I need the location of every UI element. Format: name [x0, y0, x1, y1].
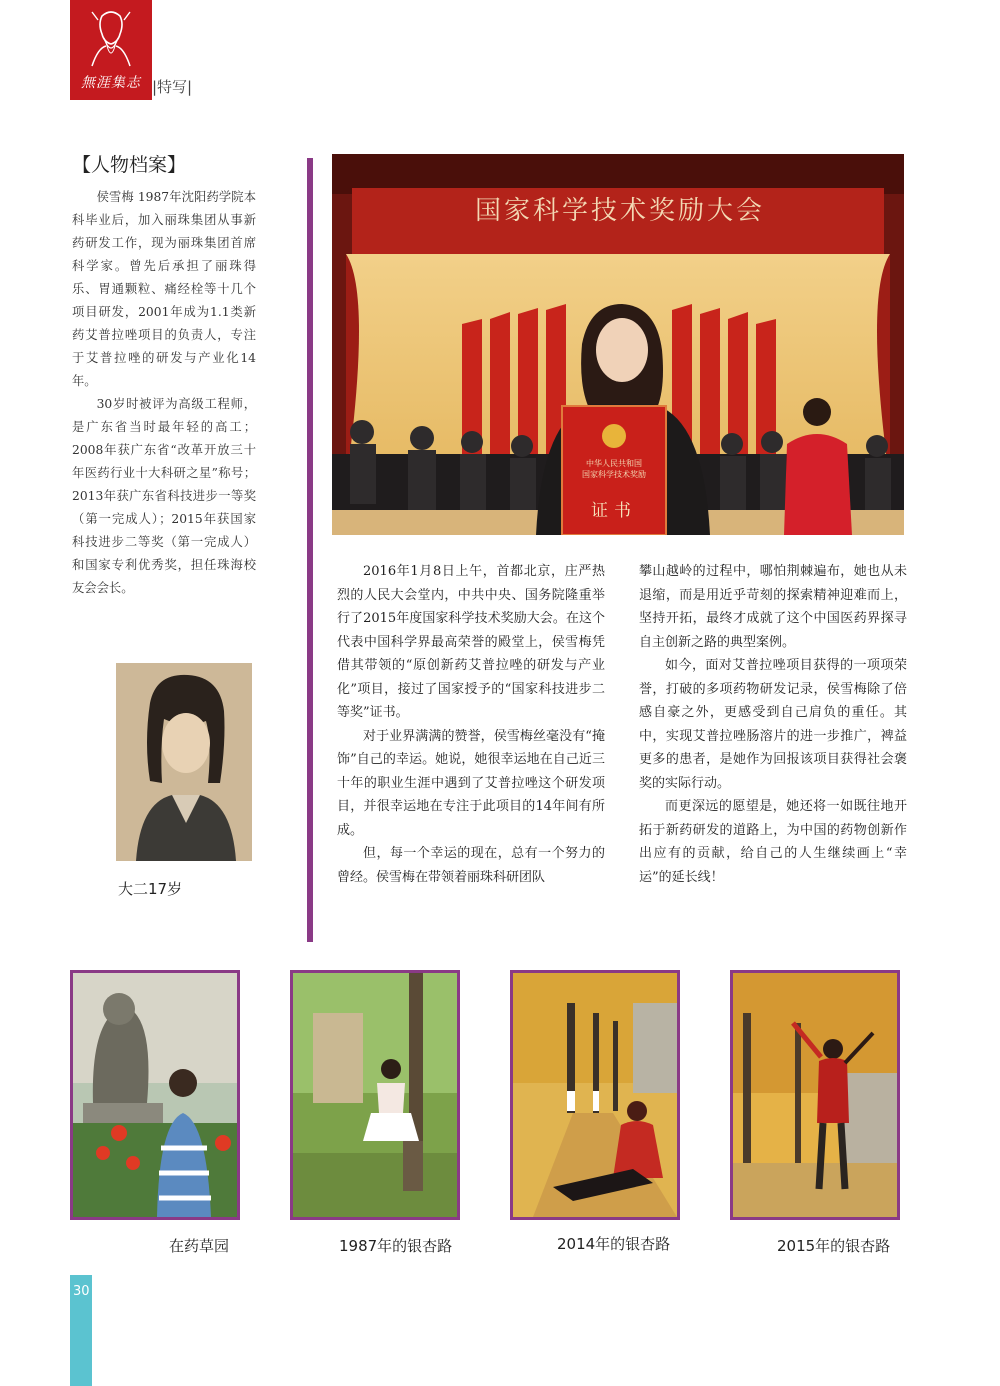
certificate-title: 证书	[591, 501, 637, 521]
ceremony-banner: 国家科学技术奖励大会	[474, 196, 765, 226]
article-paragraph: 如今，面对艾普拉唑项目获得的一项项荣誉，打破的多项药物研发记录，侯雪梅除了倍感自豪之外，更感受到自己肩负的重任。其中，实现艾普拉唑肠溶片的进一步推广，裨益更多的患者，是她作为回报该项目获得社会褒奖的实际行动。	[639, 658, 907, 791]
photo-caption: 1987年的银杏路	[339, 1237, 453, 1255]
profile-paragraph: 侯雪梅 1987年沈阳药学院本科毕业后，加入丽珠集团从事新药研发工作，现为丽珠集团首席科学家。曾先后承担了丽珠得乐、胃通颗粒、痛经栓等十几个项目研发，2001年成为1.1类新药艾普拉唑项目的负责人，专注于艾普拉唑的研发与产业化14年。	[72, 190, 256, 388]
photo-ginkgo-2014	[510, 970, 680, 1220]
profile-heading: 【人物档案】	[72, 154, 187, 176]
photo-herb-garden	[70, 970, 240, 1220]
section-label: |特写|	[152, 78, 193, 96]
article-column-1	[337, 560, 605, 889]
article-paragraph: 但，每一个幸运的现在，总有一个努力的曾经。侯雪梅在带领着丽珠科研团队	[337, 846, 605, 885]
article-column-2	[639, 560, 907, 889]
profile-bio	[72, 186, 256, 600]
photo-caption: 2014年的银杏路	[557, 1235, 671, 1253]
profile-paragraph: 30岁时被评为高级工程师，是广东省当时最年轻的高工；2008年获广东省“改革开放三十年医药行业十大科研之星”称号；2013年获广东省科技进步一等奖（第一完成人）；2015年获国家科技进步二等奖（第一完成人）和国家专利优秀奖，担任珠海校友会会长。	[72, 397, 256, 595]
certificate-line: 国家科学技术奖励	[582, 470, 646, 479]
photo-ginkgo-2015	[730, 970, 900, 1220]
photo-ginkgo-1987	[290, 970, 460, 1220]
photo-caption: 在药草园	[169, 1237, 230, 1255]
award-ceremony-photo	[332, 154, 904, 535]
page-number: 30	[73, 1284, 90, 1299]
portrait-photo	[116, 663, 252, 861]
article-paragraph: 2016年1月8日上午，首都北京，庄严热烈的人民大会堂内，中共中央、国务院隆重举行了2015年度国家科学技术奖励大会。在这个代表中国科学界最高荣誉的殿堂上，侯雪梅凭借其带领的“原创新药艾普拉唑的研发与产业化”项目，接过了国家授予的“国家科技进步二等奖”证书。	[337, 564, 605, 720]
photo-caption: 2015年的银杏路	[777, 1237, 891, 1255]
magazine-logo	[70, 0, 152, 100]
scholar-portrait-icon	[84, 8, 138, 68]
certificate-line: 中华人民共和国	[586, 459, 642, 468]
article-paragraph: 而更深远的愿望是，她还将一如既往地开拓于新药研发的道路上，为中国的药物创新作出应有的贡献，给自己的人生继续画上“幸运”的延长线！	[639, 799, 907, 885]
portrait-caption: 大二17岁	[118, 880, 183, 898]
column-divider	[307, 158, 313, 942]
certificate-header	[564, 458, 664, 480]
article-paragraph: 对于业界满满的赞誉，侯雪梅丝毫没有“掩饰”自己的幸运。她说，她很幸运地在自己近三十年的职业生涯中遇到了艾普拉唑这个研发项目，并很幸运地在专注于此项目的14年间有所成。	[337, 728, 605, 838]
article-paragraph-continued: 攀山越岭的过程中，哪怕荆棘遍布，她也从未退缩，而是用近乎苛刻的探索精神迎难而上，坚持开拓，最终才成就了这个中国医药界探寻自主创新之路的典型案例。	[639, 564, 907, 650]
logo-wordmark: 無涯集志	[81, 75, 141, 91]
